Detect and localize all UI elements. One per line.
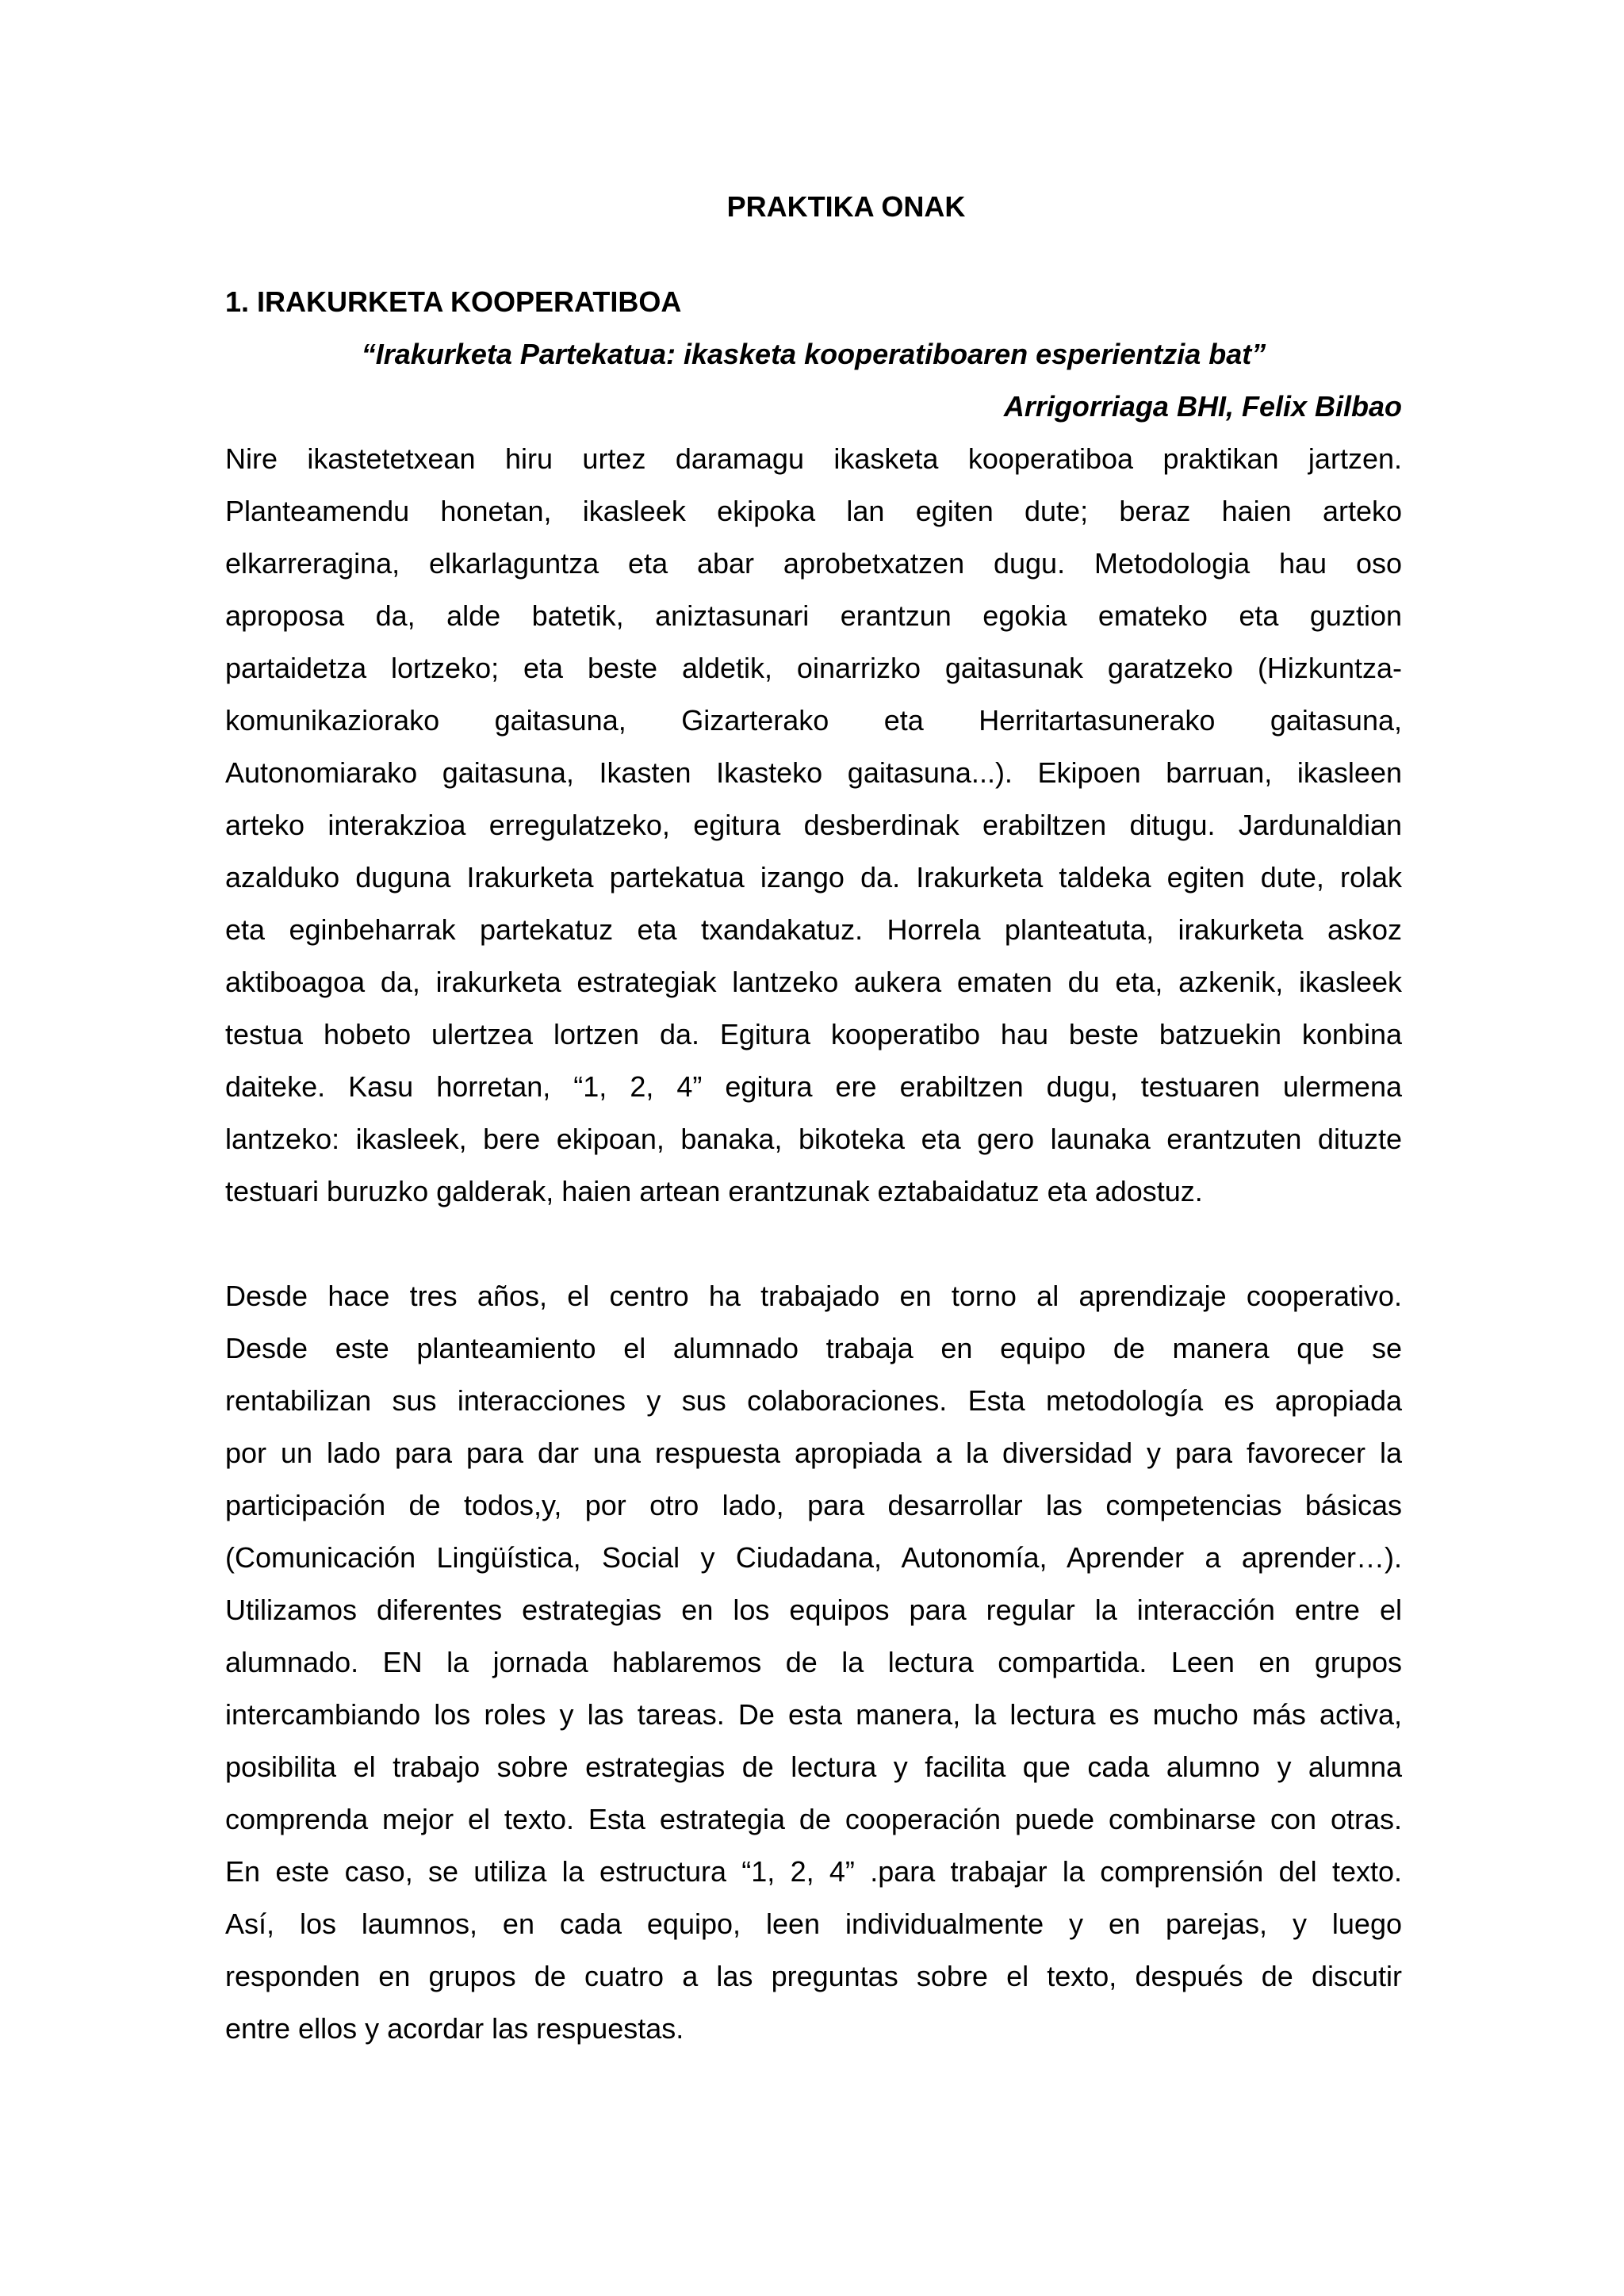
paragraph-line: komunikaziorako gaitasuna, Gizarterako eta Herritartasunerako gaitasuna, [225,704,1402,737]
paragraph-line: rentabilizan sus interacciones y sus colaboraciones. Esta metodología es apropiada [225,1384,1402,1417]
paragraph-line: posibilita el trabajo sobre estrategias de lectura y facilita que cada alumno y alumna [225,1751,1402,1783]
paragraph-line: participación de todos,y, por otro lado, para desarrollar las competencias básicas [225,1489,1402,1521]
paragraph-line: alumnado. EN la jornada hablaremos de la lectura compartida. Leen en grupos [225,1646,1402,1678]
paragraph-line: responden en grupos de cuatro a las preguntas sobre el texto, después de discutir [225,1960,1402,1992]
paragraph-line: por un lado para para dar una respuesta apropiada a la diversidad y para favorecer la [225,1437,1402,1469]
paragraph-line: arteko interakzioa erregulatzeko, egitura desberdinak erabiltzen ditugu. Jardunaldian [225,809,1402,841]
paragraph-line: aktiboagoa da, irakurketa estrategiak lantzeko aukera ematen du eta, azkenik, ikasleek [225,966,1402,998]
author-line: Arrigorriaga BHI, Felix Bilbao [1003,390,1402,423]
paragraph-line: testuari buruzko galderak, haien artean erantzunak eztabaidatuz eta adostuz. [225,1175,1203,1207]
paragraph-line: testua hobeto ulertzea lortzen da. Egitura kooperatibo hau beste batzuekin konbina [225,1018,1402,1050]
paragraph-line: Desde este planteamiento el alumnado trabaja en equipo de manera que se [225,1332,1402,1364]
paragraph-spacer [225,1218,1402,1270]
section-heading: 1. IRAKURKETA KOOPERATIBOA [225,285,682,318]
paragraph-spanish [225,1270,1402,2055]
paragraph-basque [225,433,1402,1218]
paragraph-line: Nire ikastetetxean hiru urtez daramagu ikasketa kooperatiboa praktikan jartzen. [225,442,1402,475]
paragraph-line: intercambiando los roles y las tareas. De esta manera, la lectura es mucho más activa, [225,1698,1402,1731]
paragraph-line: En este caso, se utiliza la estructura “1, 2, 4” .para trabajar la comprensión del texto. [225,1855,1402,1888]
paragraph-line: comprenda mejor el texto. Esta estrategia de cooperación puede combinarse con otras. [225,1803,1402,1835]
paragraph-line: lantzeko: ikasleek, bere ekipoan, banaka, bikoteka eta gero launaka erantzuten dituzte [225,1123,1402,1155]
paragraph-line: Autonomiarako gaitasuna, Ikasten Ikasteko gaitasuna...). Ekipoen barruan, ikasleen [225,756,1402,789]
paragraph-line: daiteke. Kasu horretan, “1, 2, 4” egitura ere erabiltzen dugu, testuaren ulermena [225,1070,1402,1103]
paragraph-line: Así, los laumnos, en cada equipo, leen individualmente y en parejas, y luego [225,1908,1402,1940]
paragraph-line: (Comunicación Lingüística, Social y Ciudadana, Autonomía, Aprender a aprender…). [225,1541,1402,1574]
paragraph-line: Planteamendu honetan, ikasleek ekipoka lan egiten dute; beraz haien arteko [225,495,1402,527]
paragraph-line: azalduko duguna Irakurketa partekatua izango da. Irakurketa taldeka egiten dute, rolak [225,861,1402,894]
paragraph-line: partaidetza lortzeko; eta beste aldetik, oinarrizko gaitasunak garatzeko (Hizkuntza- [225,652,1402,684]
paragraph-line: Desde hace tres años, el centro ha trabajado en torno al aprendizaje cooperativo. [225,1280,1402,1312]
paragraph-line: entre ellos y acordar las respuestas. [225,2012,684,2045]
document-page [225,181,1402,2055]
article-subtitle: “Irakurketa Partekatua: ikasketa kooperatiboaren esperientzia bat” [361,338,1266,370]
paragraph-line: eta eginbeharrak partekatuz eta txandakatuz. Horrela planteatuta, irakurketa askoz [225,913,1402,946]
paragraph-line: Utilizamos diferentes estrategias en los equipos para regular la interacción entre el [225,1594,1402,1626]
paragraph-line: elkarreragina, elkarlaguntza eta abar aprobetxatzen dugu. Metodologia hau oso [225,547,1402,580]
page-title: PRAKTIKA ONAK [726,190,966,223]
paragraph-line: aproposa da, alde batetik, aniztasunari erantzun egokia emateko eta guztion [225,599,1402,632]
